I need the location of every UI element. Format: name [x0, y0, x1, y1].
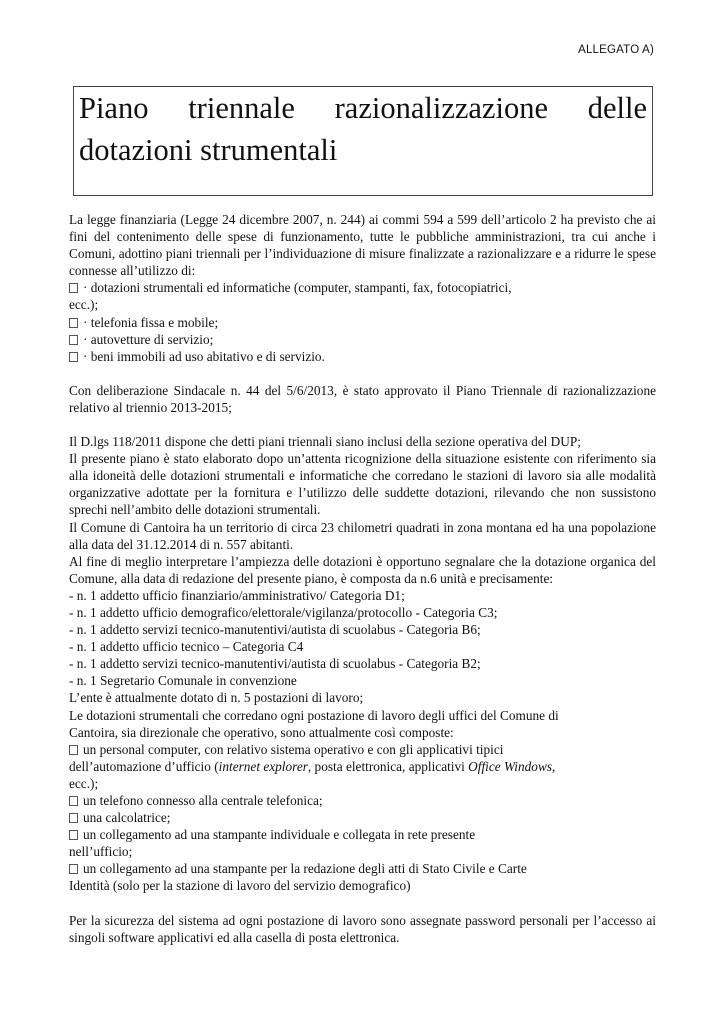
- document-body: [69, 211, 656, 946]
- list-item: · beni immobili ad uso abitativo e di servizio.: [69, 348, 656, 365]
- checkbox-glyph-icon: [69, 283, 78, 293]
- intro-paragraph: La legge finanziaria (Legge 24 dicembre 2007, n. 244) ai commi 594 a 599 dell’articolo 2 ha previsto che ai fini del contenimento delle spese di funzionamento, tutte le pubbliche amministrazioni, tra cui anche i Comuni, adottino piani triennali per l’individuazione di misure finalizzate a razionalizzare e a ridurre le spese connesse all’utilizzo di:: [69, 212, 656, 279]
- security-paragraph: Per la sicurezza del sistema ad ogni postazione di lavoro sono assegnate password personali per l’accesso ai singoli software applicativi ed alla casella di posta elettronica.: [69, 912, 656, 945]
- staff-item: - n. 1 addetto ufficio finanziario/amministrativo/ Categoria D1;: [69, 587, 405, 603]
- staff-item: - n. 1 Segretario Comunale in convenzione: [69, 673, 297, 689]
- checkbox-glyph-icon: [69, 796, 78, 806]
- list-item-continuation: ecc.);: [69, 297, 99, 313]
- checkbox-glyph-icon: [69, 830, 78, 840]
- checkbox-glyph-icon: [69, 335, 78, 345]
- deliberazione-paragraph: Con deliberazione Sindacale n. 44 del 5/6/2013, è stato approvato il Piano Triennale di razionalizzazione relativo al triennio 2013-2015;: [69, 382, 656, 415]
- dotazioni-line: Le dotazioni strumentali che corredano ogni postazione di lavoro degli uffici del Comune di: [69, 707, 559, 723]
- comune-paragraph: Il Comune di Cantoira ha un territorio di circa 23 chilometri quadrati in zona montana ed ha una popolazione alla data del 31.12.2014 di n. 557 abitanti.: [69, 519, 656, 552]
- list-item: · telefonia fissa e mobile;: [69, 314, 656, 331]
- equipment-item: un collegamento ad una stampante individuale e collegata in rete presente: [69, 826, 656, 843]
- dup-paragraph: Il D.lgs 118/2011 dispone che detti piani triennali siano inclusi della sezione operativa del DUP;: [69, 434, 581, 450]
- equipment-item: un collegamento ad una stampante per la redazione degli atti di Stato Civile e Carte: [69, 860, 656, 877]
- dotazioni-line: Cantoira, sia direzionale che operativo, sono attualmente così composte:: [69, 724, 454, 740]
- equipment-item: una calcolatrice;: [69, 809, 656, 826]
- piano-paragraph: Il presente piano è stato elaborato dopo un’attenta ricognizione della situazione esistente con riferimento sia alla idoneità delle dotazioni strumentali e informatiche che corredano le stazioni di lavoro sia alle modalità organizzative adottate per la fornitura e l’utilizzo delle suddette dotazioni, rilevando che non sussistono sprechi nell’ambito delle dotazioni strumentali.: [69, 451, 656, 518]
- postazioni-paragraph: L’ente è attualmente dotato di n. 5 postazioni di lavoro;: [69, 690, 364, 706]
- page-title: Piano triennale razionalizzazione delle dotazioni strumentali: [79, 91, 647, 167]
- checkbox-glyph-icon: [69, 352, 78, 362]
- equipment-item: un telefono connesso alla centrale telefonica;: [69, 792, 656, 809]
- staff-item: - n. 1 addetto servizi tecnico-manutentivi/autista di scuolabus - Categoria B6;: [69, 622, 481, 638]
- checkbox-glyph-icon: [69, 864, 78, 874]
- allegato-label: ALLEGATO A): [578, 44, 654, 56]
- checkbox-glyph-icon: [69, 745, 78, 755]
- equipment-item-continuation: dell’automazione d’ufficio (internet explorer, posta elettronica, applicativi Office Windows,: [69, 758, 556, 774]
- staff-item: - n. 1 addetto ufficio demografico/elettorale/vigilanza/protocollo - Categoria C3;: [69, 604, 498, 620]
- equipment-item: un personal computer, con relativo sistema operativo e con gli applicativi tipici: [69, 741, 656, 758]
- dotazione-paragraph: Al fine di meglio interpretare l’ampiezza delle dotazioni è opportuno segnalare che la dotazione organica del Comune, alla data di redazione del presente piano, è composta da n.6 unità e precisamente:: [69, 553, 656, 586]
- list-item: · dotazioni strumentali ed informatiche (computer, stampanti, fax, fotocopiatrici,: [69, 279, 656, 296]
- equipment-item-continuation: nell’ufficio;: [69, 844, 133, 860]
- equipment-item-continuation: ecc.);: [69, 775, 99, 791]
- equipment-item-continuation: Identità (solo per la stazione di lavoro del servizio demografico): [69, 878, 411, 894]
- list-item: · autovetture di servizio;: [69, 331, 656, 348]
- staff-item: - n. 1 addetto servizi tecnico-manutentivi/autista di scuolabus - Categoria B2;: [69, 656, 481, 672]
- checkbox-glyph-icon: [69, 318, 78, 328]
- staff-item: - n. 1 addetto ufficio tecnico – Categoria C4: [69, 639, 304, 655]
- checkbox-glyph-icon: [69, 813, 78, 823]
- title-box: [73, 86, 653, 196]
